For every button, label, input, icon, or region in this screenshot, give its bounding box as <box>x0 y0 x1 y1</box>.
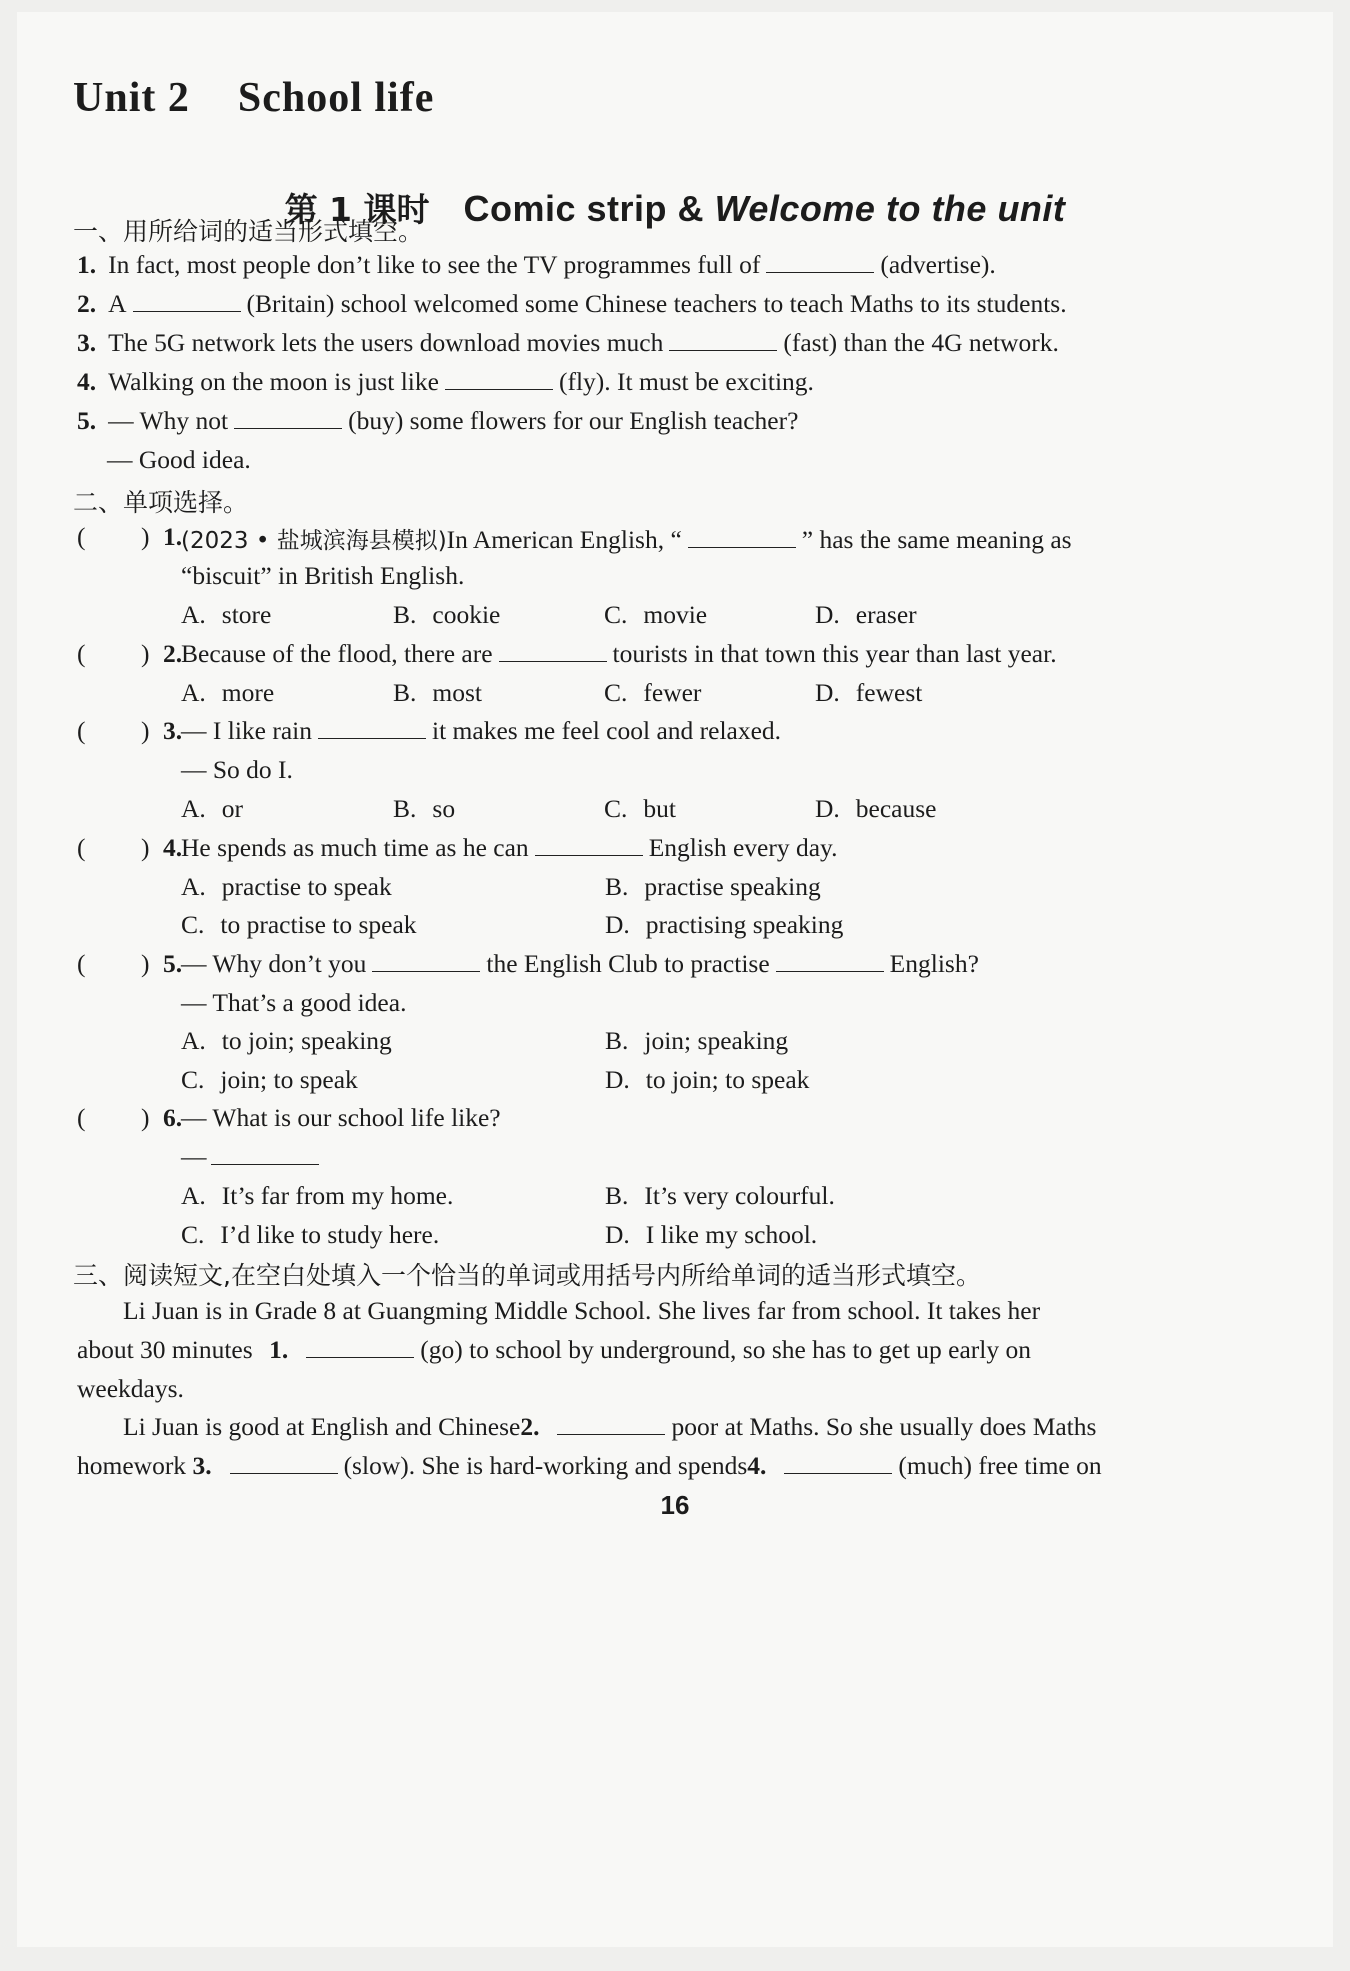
question-number: 3. <box>163 716 183 745</box>
q1-option-c[interactable]: C. movie <box>604 600 708 629</box>
q2-option-b[interactable]: B. most <box>393 678 482 707</box>
lesson-title-b: Welcome to the unit <box>714 188 1066 229</box>
q6-option-d[interactable]: D. I like my school. <box>605 1220 818 1249</box>
unit-title <box>73 74 434 122</box>
section2-heading: 二、单项选择。 <box>73 488 249 517</box>
q5-stem: — Why don’t you the English Club to practise English? <box>181 949 979 978</box>
q3-reply: — So do I. <box>181 755 293 784</box>
q5-option-c[interactable]: C. join; to speak <box>181 1065 358 1094</box>
question-number: 2. <box>163 639 183 668</box>
q4-stem: He spends as much time as he can English every day. <box>181 833 838 862</box>
q5-option-b[interactable]: B. join; speaking <box>605 1026 789 1055</box>
page-number: 16 <box>660 1490 690 1520</box>
s1-item-5: 5. — Why not (buy) some flowers for our English teacher? <box>77 406 799 435</box>
answer-blank[interactable] <box>234 406 342 429</box>
s1-item-1: 1. In fact, most people don’t like to see the TV programmes full of (advertise). <box>77 250 996 279</box>
question-number: 1. <box>163 522 183 551</box>
question-number: 6. <box>163 1103 183 1132</box>
q2-stem: Because of the flood, there are tourists in that town this year than last year. <box>181 639 1057 668</box>
unit-label: Unit 2 <box>73 75 190 121</box>
q1-option-a[interactable]: A. store <box>181 600 272 629</box>
answer-blank[interactable] <box>766 250 874 273</box>
q6-reply: — <box>181 1142 325 1172</box>
answer-blank[interactable] <box>372 949 480 972</box>
section3-heading: 三、阅读短文,在空白处填入一个恰当的单词或用括号内所给单词的适当形式填空。 <box>73 1261 981 1290</box>
answer-blank[interactable] <box>499 639 607 662</box>
answer-blank[interactable] <box>557 1412 665 1435</box>
answer-bracket[interactable]: ( ) <box>77 949 150 978</box>
q5-option-d[interactable]: D. to join; to speak <box>605 1065 810 1094</box>
q3-option-c[interactable]: C. but <box>604 794 676 823</box>
q6-stem: — What is our school life like? <box>181 1103 501 1132</box>
q2-option-c[interactable]: C. fewer <box>604 678 702 707</box>
q1-stem: (2023 • 盐城滨海县模拟)In American English, “ ” has the same meaning as <box>181 525 1072 554</box>
question-number: 4. <box>163 833 183 862</box>
answer-blank[interactable] <box>230 1451 338 1474</box>
unit-name: School life <box>237 75 435 121</box>
q1-option-d[interactable]: D. eraser <box>815 600 917 629</box>
q1-source: (2023 • 盐城滨海县模拟) <box>181 528 447 554</box>
answer-bracket[interactable]: ( ) <box>77 716 150 745</box>
q1-option-b[interactable]: B. cookie <box>393 600 501 629</box>
s1-item-3: 3. The 5G network lets the users download movies much (fast) than the 4G network. <box>77 328 1059 357</box>
answer-blank[interactable] <box>669 328 777 351</box>
passage-line-5: homework 3. (slow). She is hard-working and spends 4. (much) free time on <box>77 1451 1102 1480</box>
answer-blank[interactable] <box>133 289 241 312</box>
answer-blank[interactable] <box>535 833 643 856</box>
passage-line-4: Li Juan is good at English and Chinese 2. poor at Maths. So she usually does Maths <box>123 1412 1097 1441</box>
q4-option-d[interactable]: D. practising speaking <box>605 910 844 939</box>
s1-item-2: 2. A (Britain) school welcomed some Chinese teachers to teach Maths to its students. <box>77 289 1067 318</box>
answer-bracket[interactable]: ( ) <box>77 522 150 551</box>
q6-option-a[interactable]: A. It’s far from my home. <box>181 1181 454 1210</box>
passage-line-2: about 30 minutes 1. (go) to school by underground, so she has to get up early on <box>77 1335 1031 1364</box>
q3-stem: — I like rain it makes me feel cool and relaxed. <box>181 716 782 745</box>
lesson-title-a: Comic strip & <box>463 188 715 229</box>
passage-line-3: weekdays. <box>77 1374 184 1403</box>
answer-blank[interactable] <box>776 949 884 972</box>
q5-reply: — That’s a good idea. <box>181 988 407 1017</box>
passage-line-1: Li Juan is in Grade 8 at Guangming Middle School. She lives far from school. It takes her <box>123 1296 1041 1325</box>
lesson-number: 第 1 课时 <box>284 190 430 229</box>
q2-option-a[interactable]: A. more <box>181 678 275 707</box>
q4-option-a[interactable]: A. practise to speak <box>181 872 392 901</box>
answer-blank[interactable] <box>688 525 796 548</box>
answer-blank[interactable] <box>306 1335 414 1358</box>
q4-option-c[interactable]: C. to practise to speak <box>181 910 417 939</box>
answer-blank[interactable] <box>445 367 553 390</box>
s1-item-5-reply: — Good idea. <box>107 445 251 474</box>
q3-option-b[interactable]: B. so <box>393 794 456 823</box>
answer-blank[interactable] <box>318 716 426 739</box>
question-number: 5. <box>163 949 183 978</box>
q6-option-b[interactable]: B. It’s very colourful. <box>605 1181 835 1210</box>
q2-option-d[interactable]: D. fewest <box>815 678 923 707</box>
s1-item-4: 4. Walking on the moon is just like (fly). It must be exciting. <box>77 367 814 396</box>
section1-heading: 一、用所给词的适当形式填空。 <box>73 217 424 246</box>
worksheet-page <box>17 12 1333 1947</box>
q1-stem-cont: “biscuit” in British English. <box>181 561 465 590</box>
q3-option-a[interactable]: A. or <box>181 794 244 823</box>
q4-option-b[interactable]: B. practise speaking <box>605 872 821 901</box>
q5-option-a[interactable]: A. to join; speaking <box>181 1026 392 1055</box>
answer-blank[interactable] <box>784 1451 892 1474</box>
answer-bracket[interactable]: ( ) <box>77 639 150 668</box>
answer-blank[interactable] <box>211 1142 319 1165</box>
answer-bracket[interactable]: ( ) <box>77 1103 150 1132</box>
q6-option-c[interactable]: C. I’d like to study here. <box>181 1220 440 1249</box>
q3-option-d[interactable]: D. because <box>815 794 937 823</box>
answer-bracket[interactable]: ( ) <box>77 833 150 862</box>
